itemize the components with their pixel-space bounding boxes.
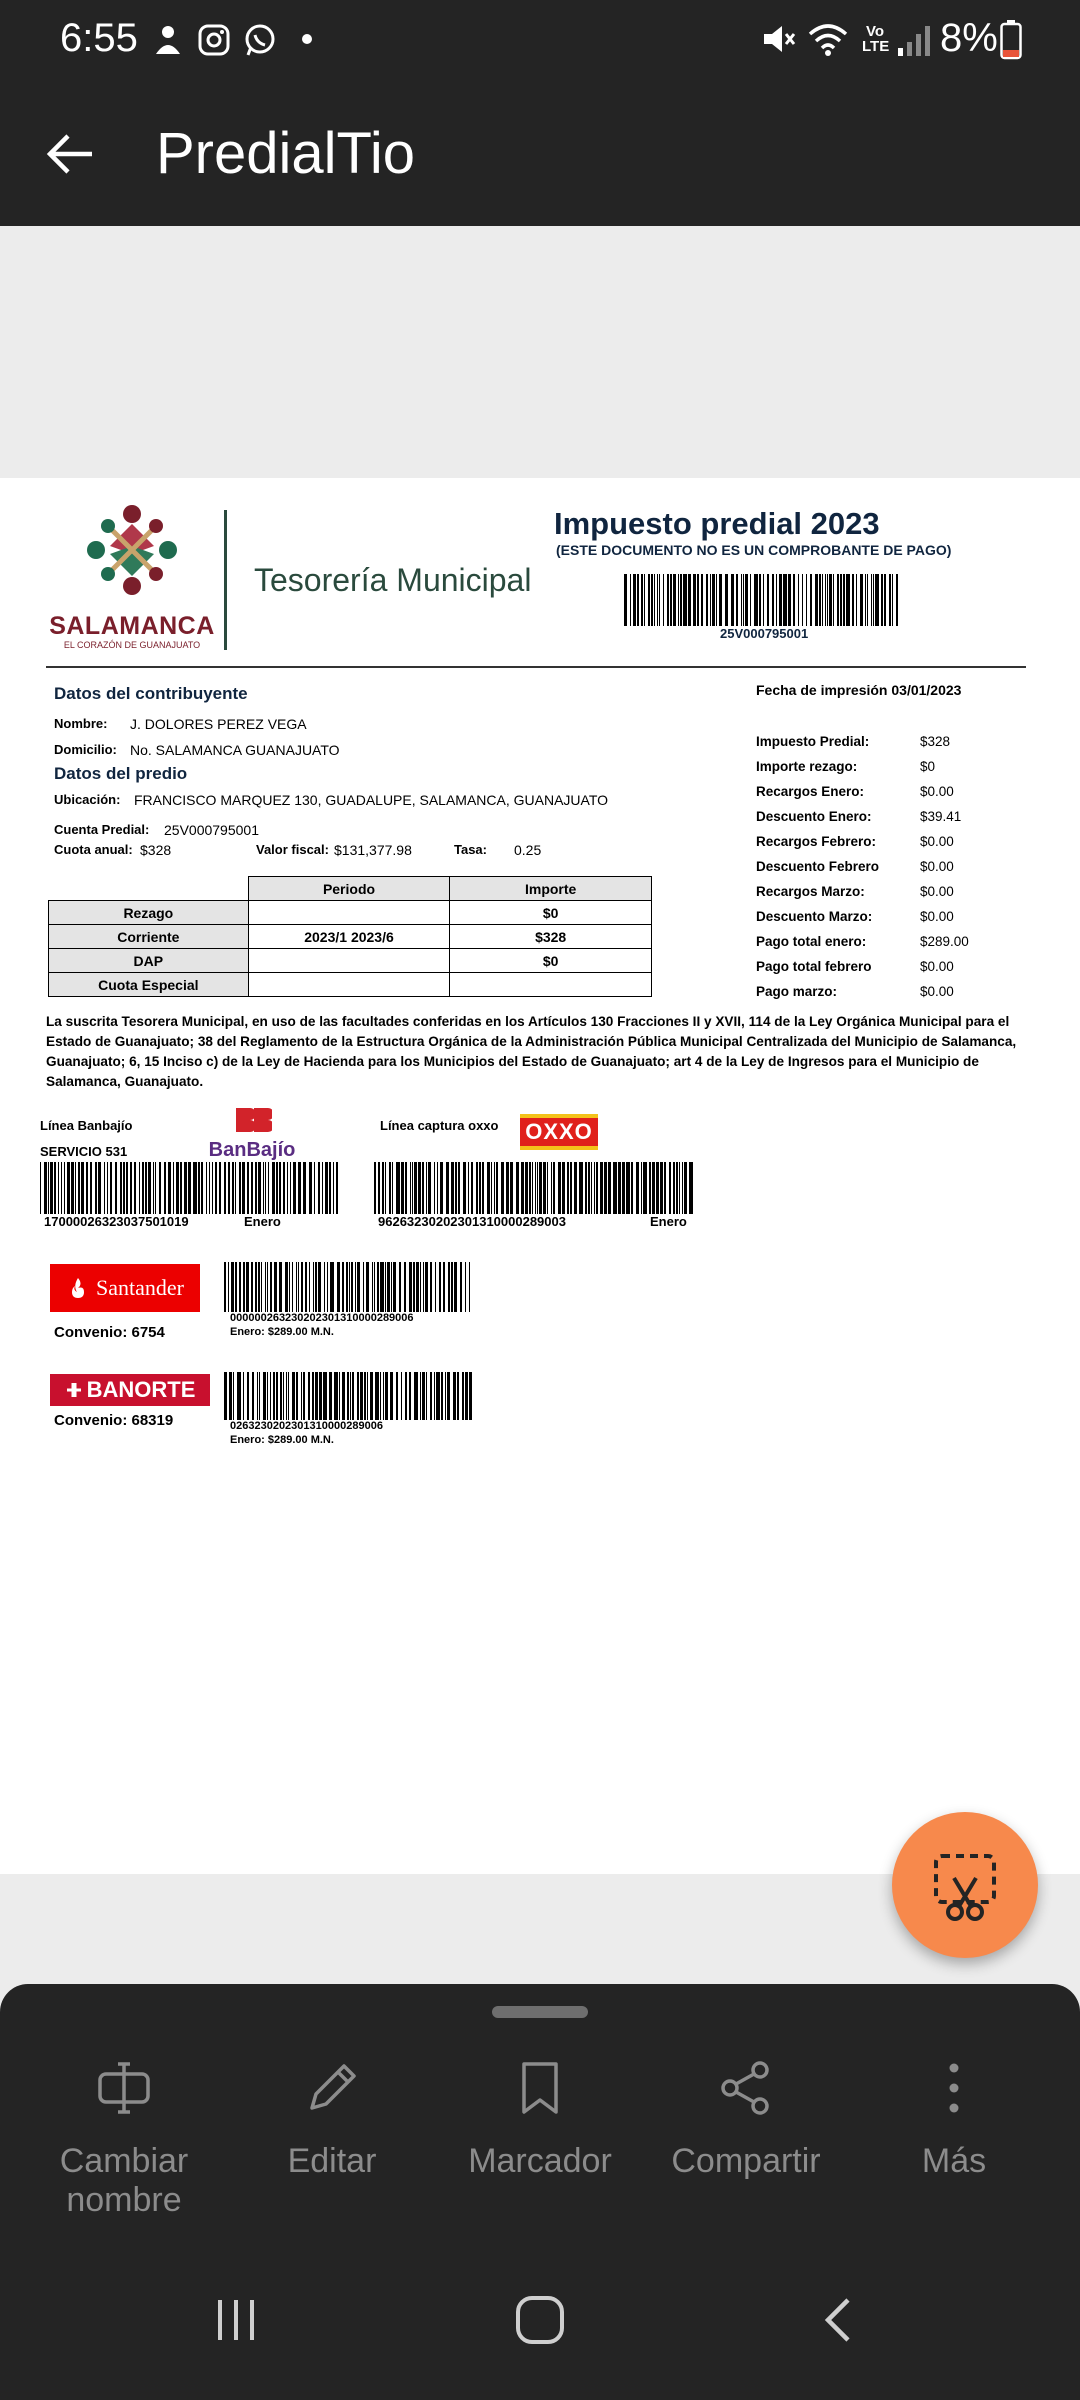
ubicacion-value: FRANCISCO MARQUEZ 130, GUADALUPE, SALAMANCA, GUANAJUATO (134, 792, 609, 808)
summary-value: $0 (920, 759, 936, 774)
banbajio-brand-text: BanBajío (208, 1139, 296, 1161)
summary-label: Descuento Enero: (756, 809, 872, 824)
table-row (49, 949, 652, 973)
share-icon (718, 2060, 774, 2116)
logo-divider (224, 510, 227, 650)
tasa-label: Tasa: (454, 842, 487, 857)
banbajio-line-label: Línea Banbajío (40, 1118, 133, 1133)
table-header-cell: Periodo (248, 877, 450, 901)
summary-row (756, 934, 1056, 959)
banbajio-code: 17000026323037501019 (44, 1214, 189, 1229)
banbajio-service: SERVICIO 531 (40, 1144, 128, 1159)
summary-row (756, 809, 1056, 834)
print-date: Fecha de impresión 03/01/2023 (756, 682, 962, 698)
rename-label-line2: nombre (66, 2181, 182, 2219)
banbajio-emblem-icon (232, 1106, 272, 1134)
summary-value: $0.00 (920, 784, 954, 799)
santander-amount: Enero: $289.00 M.N. (230, 1326, 334, 1338)
recent-apps-icon (212, 2296, 260, 2344)
home-button[interactable] (480, 2284, 600, 2356)
app-bar (0, 80, 1080, 226)
summary-label: Recargos Enero: (756, 784, 865, 799)
santander-code: 000000263230202301310000289006 (230, 1312, 414, 1324)
summary-value: $0.00 (920, 984, 954, 999)
oxxo-line-label: Línea captura oxxo (380, 1118, 499, 1133)
table-cell-periodo: 2023/1 2023/6 (248, 925, 450, 949)
banbajio-month: Enero (244, 1214, 281, 1229)
rename-button[interactable] (24, 2048, 224, 2220)
document-title: Impuesto predial 2023 (554, 506, 880, 541)
notification-icon (150, 22, 186, 63)
cuota-value: $328 (140, 842, 172, 858)
logo-tagline-text: EL CORAZÓN DE GUANAJUATO (63, 640, 201, 650)
more-notifications-dot (302, 34, 312, 44)
legal-text: La suscrita Tesorera Municipal, en uso de las facultades conferidas en los Artículos 130 Fracciones II y XVII, 114 de la Ley Orgánica Municipal para el Estado de Guanajuato; 38 del Reglamento de la Estructura Orgánica de la Administración Pública Municipal Centralizada del Municipio de Salamanca, Guanajuato; 6, 15 Inciso c) de la Ley de Hacienda para los Municipios del Estado de Guanajuato; art 4 de la Ley de Ingresos para el Municipio de Salamanca, Guanajuato. (46, 1014, 1017, 1089)
cuenta-value: 25V000795001 (164, 822, 259, 838)
domicilio-label: Domicilio: (54, 742, 117, 757)
domicilio-value: No. SALAMANCA GUANAJUATO (130, 742, 340, 758)
ubicacion-label: Ubicación: (54, 792, 121, 807)
santander-barcode (224, 1262, 474, 1312)
summary-row (756, 834, 1056, 859)
share-label: Compartir (671, 2142, 821, 2180)
cuenta-label: Cuenta Predial: (54, 822, 150, 837)
oxxo-month: Enero (650, 1214, 687, 1229)
table-row-label: Corriente (49, 925, 249, 949)
table-row-label: Rezago (49, 901, 249, 925)
whatsapp-icon (242, 22, 278, 63)
sheet-drag-handle[interactable] (492, 2006, 588, 2018)
oxxo-logo (520, 1114, 598, 1150)
logo-emblem-icon (48, 500, 216, 600)
back-chevron-icon (816, 2296, 864, 2344)
santander-logo (50, 1264, 200, 1312)
summary-value: $0.00 (920, 884, 954, 899)
office-name: Tesorería Municipal (254, 562, 532, 598)
summary-row (756, 984, 1056, 1009)
banorte-barcode (224, 1372, 474, 1420)
oxxo-brand-text: OXXO (525, 1119, 593, 1144)
summary-row (756, 859, 1056, 884)
santander-flame-icon (66, 1276, 90, 1300)
banorte-logo (50, 1374, 210, 1406)
pencil-icon (304, 2060, 360, 2116)
summary-label: Pago total febrero (756, 959, 872, 974)
period-table (48, 876, 652, 997)
summary-label: Recargos Marzo: (756, 884, 865, 899)
document-page (0, 478, 1080, 1874)
system-back-button[interactable] (780, 2284, 900, 2356)
edit-label: Editar (287, 2142, 377, 2180)
banorte-emblem-icon (65, 1381, 83, 1399)
summary-label: Pago marzo: (756, 984, 838, 999)
summary-row (756, 959, 1056, 984)
bottom-action-sheet (0, 1984, 1080, 2400)
status-time: 6:55 (60, 16, 138, 60)
rename-icon (96, 2060, 152, 2116)
summary-label: Pago total enero: (756, 934, 867, 949)
status-bar (0, 0, 1080, 80)
summary-label: Importe rezago: (756, 759, 858, 774)
battery-icon (1000, 20, 1022, 65)
summary-label: Recargos Febrero: (756, 834, 877, 849)
summary-value: $289.00 (920, 934, 969, 949)
app-title: PredialTio (156, 121, 415, 186)
edit-button[interactable] (232, 2048, 432, 2181)
oxxo-barcode (374, 1162, 694, 1214)
rename-label-line1: Cambiar (59, 2142, 189, 2180)
bookmark-icon (512, 2060, 568, 2116)
table-cell-importe: $0 (450, 901, 652, 925)
summary-row (756, 784, 1056, 809)
cuota-label: Cuota anual: (54, 842, 133, 857)
nombre-label: Nombre: (54, 716, 108, 731)
table-cell-periodo (248, 901, 450, 925)
instagram-icon (196, 22, 232, 63)
predio-heading: Datos del predio (54, 764, 188, 783)
more-label: Más (921, 2142, 987, 2180)
banbajio-logo (204, 1106, 300, 1161)
banorte-amount: Enero: $289.00 M.N. (230, 1434, 334, 1446)
valor-value: $131,377.98 (334, 842, 412, 858)
santander-convenio: Convenio: 6754 (54, 1324, 165, 1341)
home-icon (514, 2294, 566, 2346)
bookmark-label: Marcador (468, 2142, 612, 2180)
crop-capture-button[interactable] (892, 1812, 1038, 1958)
table-cell-importe: $328 (450, 925, 652, 949)
valor-label: Valor fiscal: (256, 842, 329, 857)
back-arrow-icon[interactable] (44, 128, 96, 185)
summary-row (756, 884, 1056, 909)
summary-value: $0.00 (920, 859, 954, 874)
summary-value: $39.41 (920, 809, 962, 824)
mute-icon (760, 20, 798, 63)
logo-city-text: SALAMANCA (49, 612, 215, 640)
oxxo-code: 96263230202301310000289003 (378, 1214, 566, 1229)
scissors-crop-icon (892, 1812, 1038, 1958)
summary-label: Descuento Febrero (756, 859, 880, 874)
table-row-label: Cuota Especial (49, 973, 249, 997)
banorte-convenio: Convenio: 68319 (54, 1412, 174, 1429)
table-header-cell: Importe (450, 877, 652, 901)
wifi-icon (806, 20, 850, 63)
payment-summary (756, 734, 1056, 1009)
header-rule (46, 666, 1026, 668)
summary-label: Impuesto Predial: (756, 734, 870, 749)
summary-value: $328 (920, 734, 951, 749)
share-button[interactable] (646, 2048, 846, 2181)
table-row-label: DAP (49, 949, 249, 973)
recent-apps-button[interactable] (176, 2284, 296, 2356)
document-subtitle: (ESTE DOCUMENTO NO ES UN COMPROBANTE DE PAGO) (556, 542, 952, 558)
nombre-value: J. DOLORES PEREZ VEGA (130, 716, 307, 732)
main-barcode-number: 25V000795001 (720, 626, 809, 641)
summary-row (756, 909, 1056, 934)
summary-value: $0.00 (920, 834, 954, 849)
signal-icon (896, 20, 932, 63)
summary-value: $0.00 (920, 959, 954, 974)
more-vertical-icon (926, 2060, 982, 2116)
bookmark-button[interactable] (440, 2048, 640, 2181)
battery-percent: 8% (940, 16, 998, 60)
summary-label: Descuento Marzo: (756, 909, 873, 924)
santander-brand-text: Santander (96, 1275, 184, 1300)
contribuyente-heading: Datos del contribuyente (54, 684, 248, 703)
more-button[interactable] (854, 2048, 1054, 2181)
table-cell-importe: $0 (450, 949, 652, 973)
table-header-row (49, 877, 652, 901)
banorte-brand-text: BANORTE (86, 1377, 196, 1402)
table-row (49, 901, 652, 925)
table-cell-periodo (248, 973, 450, 997)
main-barcode (624, 574, 900, 626)
table-cell-periodo (248, 949, 450, 973)
table-cell-importe (450, 973, 652, 997)
banorte-code: 02632302023013100002890​06 (230, 1420, 383, 1432)
network-type-label: Vo LTE (862, 23, 890, 55)
tasa-value: 0.25 (514, 842, 542, 858)
salamanca-logo (48, 500, 216, 655)
table-row (49, 925, 652, 949)
summary-row (756, 759, 1056, 784)
banbajio-barcode (40, 1162, 340, 1214)
summary-value: $0.00 (920, 909, 954, 924)
table-row (49, 973, 652, 997)
summary-row (756, 734, 1056, 759)
